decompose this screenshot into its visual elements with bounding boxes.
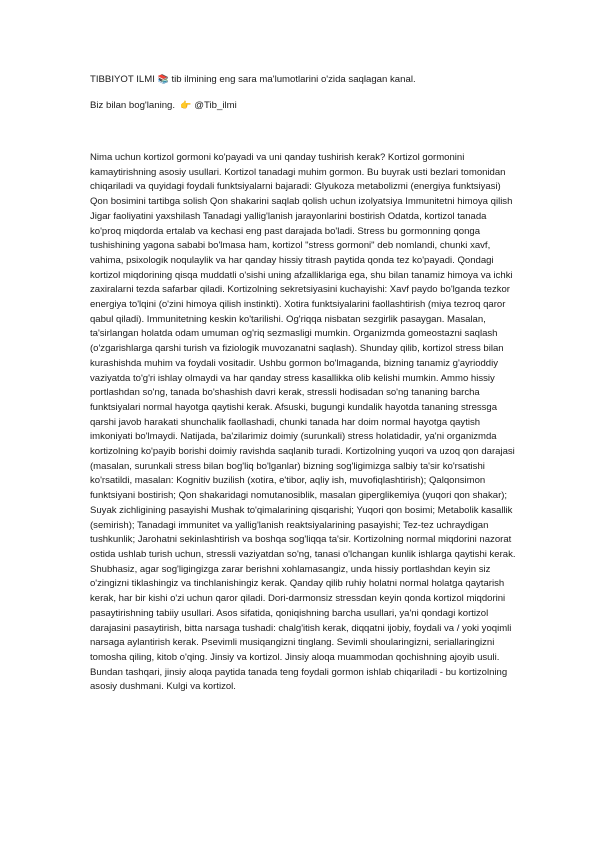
channel-line <box>90 73 520 87</box>
pointing-hand-icon: 👉 <box>180 101 192 111</box>
channel-header <box>90 73 520 113</box>
channel-handle[interactable]: @Tib_ilmi <box>194 100 237 111</box>
books-icon: 📚 <box>157 75 169 85</box>
channel-description: tib ilmining eng sara ma'lumotlarini o'zida saqlagan kanal. <box>171 74 416 85</box>
contact-label: Biz bilan bog'laning. <box>90 100 176 111</box>
contact-line <box>90 99 520 113</box>
channel-name: TIBBIYOT ILMI <box>90 74 155 85</box>
article-body: Nima uchun kortizol gormoni ko'payadi va uni qanday tushirish kerak? Kortizol gormonini kamaytirishning asosiy usullari. Kortizol tanadagi muhim gormon. Bu buyrak usti bezlari tomonidan chiqariladi va quyidagi foydali funktsiyalarni bajaradi: Glyukoza metabolizmi (energiya funktsiyasi) Qon bosimini tartibga solish Qon shakarini saqlab qolish uchun izolyatsiya Immunitetni himoya qilish Jigar faoliyatini yaxshilash Tanadagi yallig'lanish jarayonlarini bostirish Odatda, kortizol tanada ko'proq miqdorda ertalab va kechasi eng past darajada bo'ladi. Stress bu gormonning qonga tushishining yagona sababi bo'lmasa ham, kortizol "stress gormoni" deb nomlandi, chunki xavf, vahima, psixologik noqulaylik va har qanday hissiy titrash paytida qonda tez ko'payadi. Qondagi kortizol miqdorining qisqa muddatli o'sishi uning afzalliklariga ega, shu bilan tanamiz himoya va ichki zaxiralarni tezda safarbar qiladi. Kortizolning sekretsiyasini kuchayishi: Xavf paydo bo'lganda tezkor energiya to'lqini (o'zini himoya qilish instinkti). Xotira funktsiyalarini faollashtirish (miya tezroq qaror qabul qiladi). Immunitetning keskin ko'tarilishi. Og'riqqa nisbatan sezgirlik pasaygan. Masalan, ta'sirlangan holatda odam umuman og'riq sezmasligi mumkin. Organizmda gomeostazni saqlash (o'zgarishlarga qarshi turish va fiziologik muvozanatni saqlash). Shunday qilib, kortizol stress bilan kurashishda muhim va foydali vositadir. Ushbu gormon bo'lmaganda, bizning tanamiz g'ayrioddiy vaziyatda to'g'ri ishlay olmaydi va har qanday stress kasallikka olib kelishi mumkin. Ammo hissiy portlashdan so'ng, tanada bo'shashish davri kerak, stressli hodisadan so'ng tananing barcha funktsiyalari normal hayotga qaytishi kerak. Afsuski, bugungi kundalik hayotda tananing stressga qarshi javob harakati shunchalik faollashadi, chunki tanada har doim normal hayotga qaytish imkoniyati bo'lmaydi. Natijada, ba'zilarimiz doimiy (surunkali) stress holatidadir, ya'ni organizmda kortizolning ko'payib borishi doimiy ravishda saqlanib turadi. Kortizolning yuqori va uzoq qon darajasi (masalan, surunkali stress bilan bog'liq bo'lganlar) bizning sog'ligimizga salbiy ta'sir ko'rsatishi ko'rsatildi, masalan: Kognitiv buzilish (xotira, e'tibor, aqliy ish, muvofiqlashtirish); Qalqonsimon funktsiyani bostirish; Qon shakaridagi nomutanosiblik, masalan giperglikemiya (yuqori qon shakar); Suyak zichligining pasayishi Mushak to'qimalarining qisqarishi; Yuqori qon bosimi; Metabolik kasallik (semirish); Tanadagi immunitet va yallig'lanish reaktsiyalarining pasayishi; Tez-tez uchraydigan tushkunlik; Jarohatni sekinlashtirish va boshqa sog'liqqa ta'sir. Kortizolning normal miqdorini nazorat ostida ushlab turish uchun, stressli vaziyatdan so'ng, tanasi o'lchangan kunlik ishlarga qaytishi kerak. Shubhasiz, agar sog'ligingizga zarar berishni xohlamasangiz, unda hissiy portlashdan keyin siz o'zingizni tiklashingiz va tinchlanishingiz kerak. Qanday qilib ruhiy holatni normal holatga qaytarish kerak, har bir kishi o'zi uchun qaror qiladi. Dori-darmonsiz stressdan keyin qonda kortizol miqdorini pasaytirishning tabiiy usullari. Asos sifatida, qoniqishning barcha usullari, ya'ni qondagi kortizol darajasini pasaytirish, bitta narsaga tushadi: chalg'itish kerak, diqqatni ijobiy, foydali va / yoki yoqimli narsaga aylantirish kerak. Psevimli musiqangizni tinglang. Sevimli shoularingizni, seriallaringizni tomosha qiling, kitob o'qing. Jinsiy va kortizol. Jinsiy aloqa muammodan qochishning ajoyib usuli. Bundan tashqari, jinsiy aloqa paytida tanada teng foydali gormon ishlab chiqariladi - bu kortizolning asosiy dushmani. Kulgi va kortizol. <box>90 152 516 693</box>
